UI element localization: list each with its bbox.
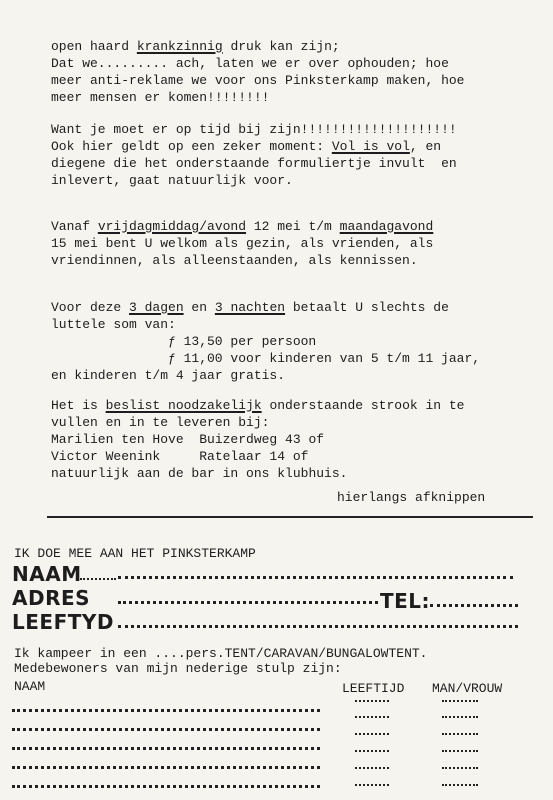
- medebewoner-leeftijd-field[interactable]: [355, 733, 389, 735]
- cut-line: [47, 516, 533, 518]
- underlined-phrase: beslist noodzakelijk: [105, 398, 262, 413]
- column-header-man-vrouw: MAN/VROUW: [432, 681, 503, 696]
- adres-field[interactable]: [118, 601, 378, 604]
- medebewoner-leeftijd-field[interactable]: [355, 716, 389, 718]
- price-line: ƒ 11,00 voor kinderen van 5 t/m 11 jaar,: [168, 351, 481, 366]
- text-line: luttele som van:: [51, 317, 176, 332]
- underlined-phrase: 3 dagen: [129, 300, 184, 315]
- medebewoner-leeftijd-field[interactable]: [355, 700, 389, 702]
- text-line: vriendinnen, als alleenstaanden, als kennissen.: [51, 253, 418, 268]
- text-line: Victor Weenink Ratelaar 14 of: [51, 449, 309, 464]
- medebewoner-naam-field[interactable]: [12, 728, 320, 731]
- text-line: open haard krankzinnig druk kan zijn;: [51, 39, 340, 54]
- leeftijd-label: LEEFTYD: [12, 610, 114, 634]
- medebewoner-geslacht-field[interactable]: [442, 700, 478, 702]
- medebewoner-geslacht-field[interactable]: [442, 767, 478, 769]
- medebewoner-leeftijd-field[interactable]: [355, 784, 389, 786]
- text-line: diegene die het onderstaande formuliertje invult en: [51, 156, 457, 171]
- text-line: Ook hier geldt op een zeker moment: Vol is vol, en: [51, 139, 442, 154]
- medebewoner-leeftijd-field[interactable]: [355, 767, 389, 769]
- text-line: meer mensen er komen!!!!!!!!: [51, 90, 270, 105]
- text-line: Voor deze 3 dagen en 3 nachten betaalt U slechts de: [51, 300, 449, 315]
- text-line: Vanaf vrijdagmiddag/avond 12 mei t/m maandagavond: [51, 219, 434, 234]
- text-line: Het is beslist noodzakelijk onderstaande strook in te: [51, 398, 465, 413]
- column-header-naam: NAAM: [14, 679, 46, 694]
- naam-label: NAAM: [12, 562, 82, 586]
- medebewoners-line: Medebewoners van mijn nederige stulp zijn:: [14, 661, 342, 676]
- tel-label: TEL:: [380, 589, 431, 613]
- text-line: Marilien ten Hove Buizerdweg 43 of: [51, 432, 325, 447]
- medebewoner-geslacht-field[interactable]: [442, 784, 478, 786]
- medebewoner-naam-field[interactable]: [12, 766, 320, 769]
- underlined-phrase: vrijdagmiddag/avond: [97, 219, 247, 234]
- medebewoner-naam-field[interactable]: [12, 785, 320, 788]
- medebewoner-geslacht-field[interactable]: [442, 716, 478, 718]
- kampeer-line: Ik kampeer in een ....pers.TENT/CARAVAN/BUNGALOWTENT.: [14, 646, 428, 661]
- medebewoner-naam-field[interactable]: [12, 709, 320, 712]
- leeftijd-field[interactable]: [118, 625, 518, 628]
- naam-field[interactable]: [118, 576, 513, 579]
- cut-instruction: hierlangs afknippen: [337, 490, 486, 505]
- column-header-leeftijd: LEEFTIJD: [342, 681, 405, 696]
- text-line: inlevert, gaat natuurlijk voor.: [51, 173, 293, 188]
- text-line: meer anti-reklame we voor ons Pinksterkamp maken, hoe: [51, 73, 465, 88]
- underlined-phrase: 3 nachten: [214, 300, 286, 315]
- tel-field[interactable]: [430, 604, 518, 607]
- text-line: en kinderen t/m 4 jaar gratis.: [51, 368, 286, 383]
- price-line: ƒ 13,50 per persoon: [168, 334, 317, 349]
- medebewoner-geslacht-field[interactable]: [442, 733, 478, 735]
- naam-lead-dots: [80, 578, 116, 580]
- adres-label: ADRES: [12, 586, 91, 610]
- form-heading: IK DOE MEE AAN HET PINKSTERKAMP: [14, 546, 256, 561]
- underlined-phrase: maandagavond: [339, 219, 434, 234]
- text-line: natuurlijk aan de bar in ons klubhuis.: [51, 466, 348, 481]
- text-line: 15 mei bent U welkom als gezin, als vrienden, als: [51, 236, 434, 251]
- medebewoner-leeftijd-field[interactable]: [355, 750, 389, 752]
- text-line: Dat we......... ach, laten we er over ophouden; hoe: [51, 56, 449, 71]
- text-line: Want je moet er op tijd bij zijn!!!!!!!!!!!!!!!!!!!!: [51, 122, 457, 137]
- medebewoner-geslacht-field[interactable]: [442, 750, 478, 752]
- underlined-phrase: Vol is vol: [331, 139, 410, 154]
- text-line: vullen en in te leveren bij:: [51, 415, 270, 430]
- underlined-phrase: krankzinnig: [136, 39, 223, 54]
- medebewoner-naam-field[interactable]: [12, 747, 320, 750]
